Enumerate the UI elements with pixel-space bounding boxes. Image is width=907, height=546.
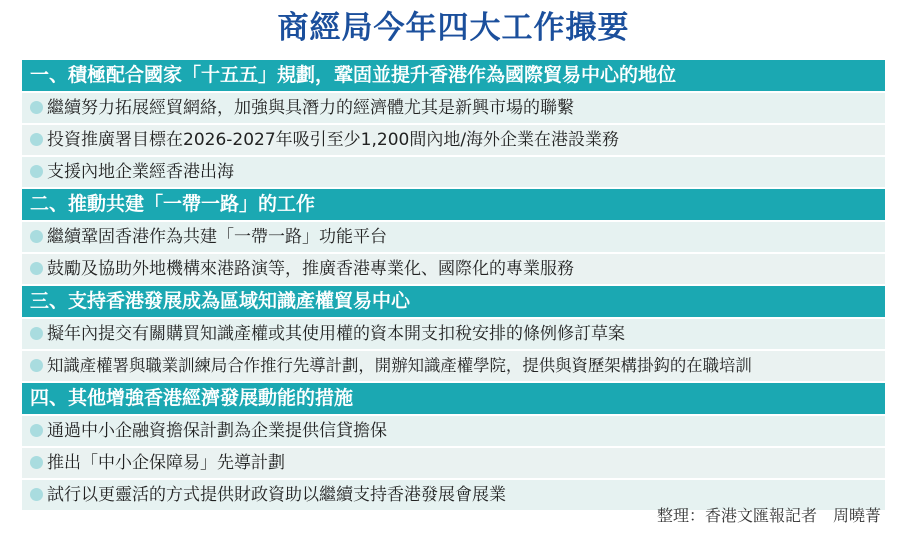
credit-line: 整理：香港文匯報記者 周曉菁 xyxy=(656,506,881,525)
bullet-dot-icon xyxy=(30,133,43,146)
list-item-text: 支援內地企業經香港出海 xyxy=(47,162,234,182)
bullet-dot-icon xyxy=(30,262,43,275)
bullet-dot-icon xyxy=(30,359,43,372)
section-heading-4: 四、其他增強香港經濟發展動能的措施 xyxy=(22,383,885,414)
bullet-dot-icon xyxy=(30,165,43,178)
list-item-text: 繼續鞏固香港作為共建「一帶一路」功能平台 xyxy=(47,227,387,247)
list-item xyxy=(22,319,885,349)
list-item xyxy=(22,351,885,381)
bullet-dot-icon xyxy=(30,488,43,501)
list-item xyxy=(22,254,885,284)
list-item-text: 推出「中小企保障易」先導計劃 xyxy=(47,453,285,473)
section-heading-2: 二、推動共建「一帶一路」的工作 xyxy=(22,189,885,220)
list-item xyxy=(22,222,885,252)
bullet-dot-icon xyxy=(30,424,43,437)
bullet-dot-icon xyxy=(30,327,43,340)
summary-table xyxy=(22,60,885,512)
list-item-text: 投資推廣署目標在2026-2027年吸引至少1,200間內地/海外企業在港設業務 xyxy=(47,130,620,150)
section-heading-1: 一、積極配合國家「十五五」規劃，鞏固並提升香港作為國際貿易中心的地位 xyxy=(22,60,885,91)
list-item xyxy=(22,125,885,155)
list-item-text: 擬年內提交有關購買知識產權或其使用權的資本開支扣稅安排的條例修訂草案 xyxy=(47,324,625,344)
list-item-text: 鼓勵及協助外地機構來港路演等，推廣香港專業化、國際化的專業服務 xyxy=(47,259,574,279)
list-item-text: 知識產權署與職業訓練局合作推行先導計劃，開辦知識產權學院，提供與資歷架構掛鈎的在職培訓 xyxy=(47,356,752,375)
bullet-dot-icon xyxy=(30,456,43,469)
section-heading-3: 三、支持香港發展成為區域知識產權貿易中心 xyxy=(22,286,885,317)
list-item xyxy=(22,448,885,478)
list-item-text: 試行以更靈活的方式提供財政資助以繼續支持香港發展會展業 xyxy=(47,485,506,505)
list-item xyxy=(22,157,885,187)
list-item xyxy=(22,93,885,123)
bullet-dot-icon xyxy=(30,101,43,114)
list-item-text: 繼續努力拓展經貿網絡，加強與具潛力的經濟體尤其是新興市場的聯繫 xyxy=(47,98,574,118)
bullet-dot-icon xyxy=(30,230,43,243)
page-title: 商經局今年四大工作撮要 xyxy=(277,10,630,46)
list-item xyxy=(22,416,885,446)
list-item-text: 通過中小企融資擔保計劃為企業提供信貸擔保 xyxy=(47,421,387,441)
